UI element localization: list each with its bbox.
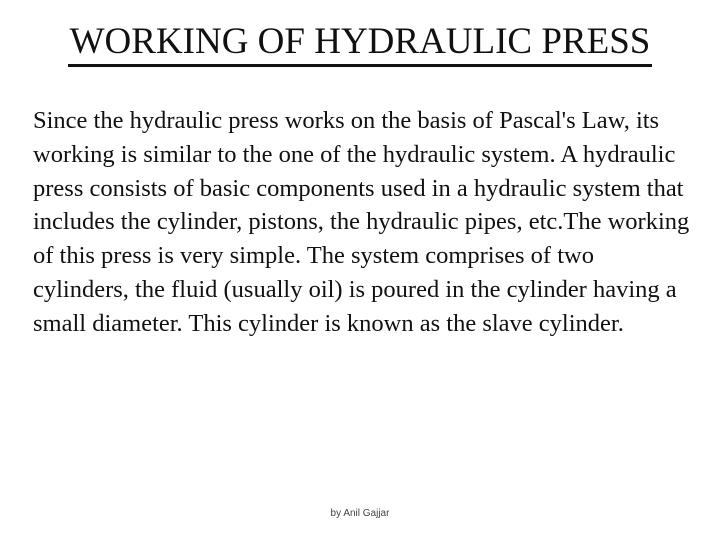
slide-body-text: Since the hydraulic press works on the basis of Pascal's Law, its working is similar to the one of the hydraulic system. A hydraulic press consists of basic components used in a hydraulic system that includes the cylinder, pistons, the hydraulic pipes, etc.The working of this press is very simple. The system comprises of two cylinders, the fluid (usually oil) is poured in the cylinder having a small diameter. This cylinder is known as the slave cylinder.: [33, 107, 690, 337]
slide-title-container: [0, 18, 720, 67]
slide-title: WORKING OF HYDRAULIC PRESS: [68, 20, 653, 67]
slide-footer-author: by Anil Gajjar: [330, 508, 390, 519]
